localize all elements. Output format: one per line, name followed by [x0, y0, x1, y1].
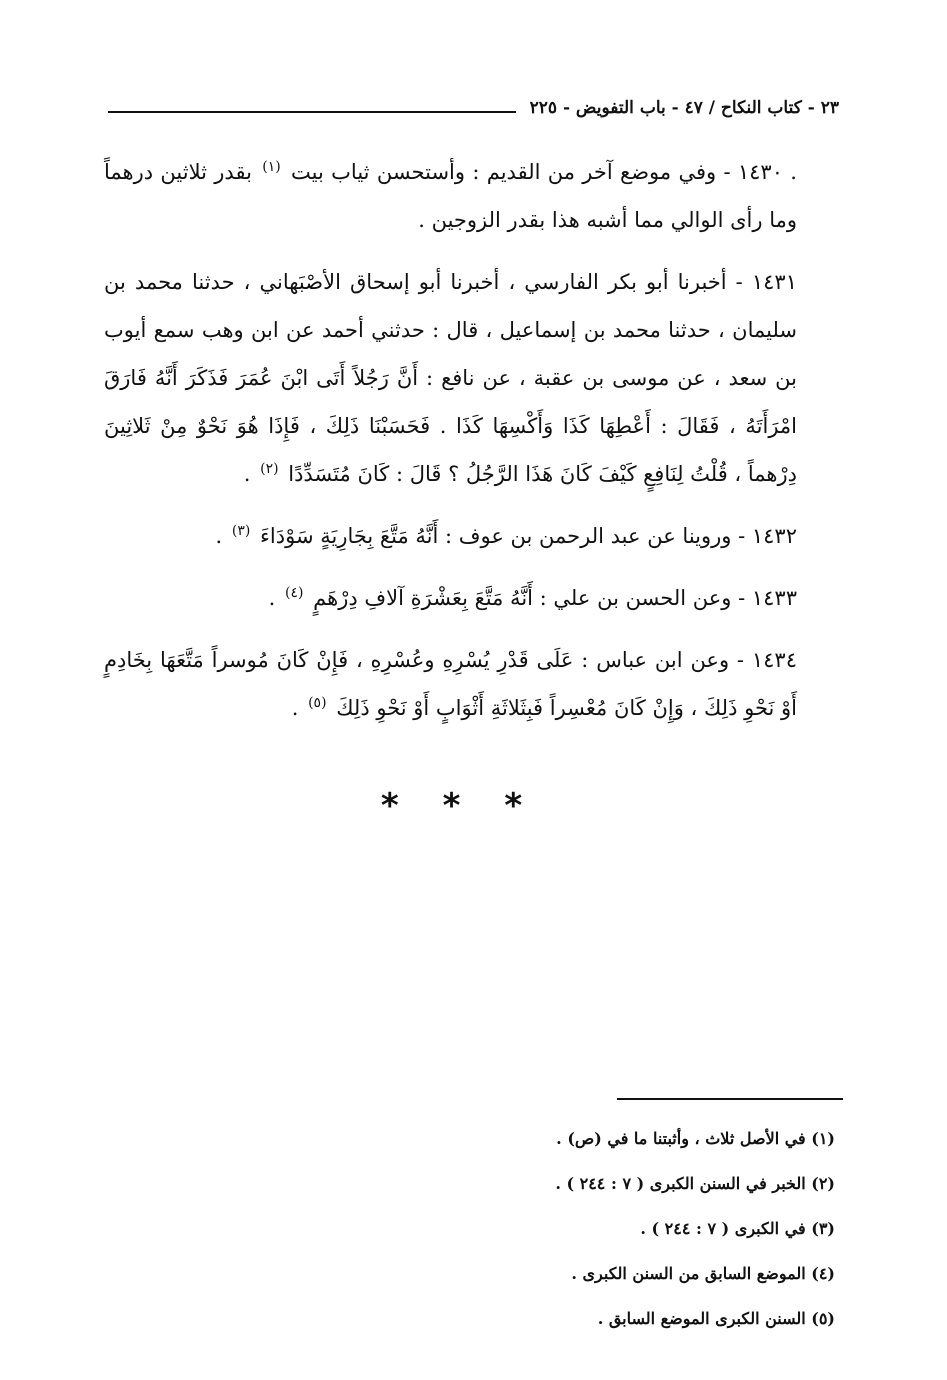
- main-text: [104, 148, 843, 746]
- paragraph-text: ١٤٣٣ - وعن الحسن بن علي : أَنَّهُ مَتَّعَ بِعَشْرَةِ آلافِ دِرْهَمٍ: [313, 586, 797, 610]
- footnote-5: (٥) السنن الكبرى الموضع السابق .: [597, 1309, 835, 1328]
- header-rule: [108, 111, 516, 113]
- footnote-4: (٤) الموضع السابق من السنن الكبرى .: [571, 1264, 835, 1283]
- footnote-reference: (٥): [308, 695, 327, 711]
- paragraph-1433: [104, 574, 843, 622]
- running-header: [108, 92, 839, 124]
- header-title: ٢٣ - كتاب النكاح / ٤٧ - باب التفويض - ٢٢٥: [529, 98, 839, 118]
- footnote-rule: [617, 1098, 843, 1100]
- paragraph-text: .: [215, 524, 223, 548]
- footnote-3: (٣) في الكبرى ( ٧ : ٢٤٤ ) .: [640, 1219, 835, 1238]
- section-separator: [0, 786, 947, 826]
- paragraph-1430: [104, 148, 843, 244]
- paragraph-text: .: [268, 586, 276, 610]
- footnote-2: (٢) الخبر في السنن الكبرى ( ٧ : ٢٤٤ ) .: [555, 1174, 835, 1193]
- paragraph-text: بقدر ثلاثين درهماً وما رأى الوالي مما أشبه هذا بقدر الزوجين .: [104, 160, 797, 232]
- paragraph-text: ١٤٣١ - أخبرنا أبو بكر الفارسي ، أخبرنا أبو إسحاق الأصْبَهاني ، حدثنا محمد بن سليمان ، حدثنا محمد بن إسماعيل ، قال : حدثني أحمد عن ابن وهب سمع أيوب بن سعد ، عن موسى بن عقبة ، عن نافع : أَنَّ رَجُلاً أَتَى ابْنَ عُمَرَ فَذَكَرَ أَنَّهُ فَارَقَ امْرَأَتَهُ ، فَقَالَ : أَعْطِهَا كَذَا وَأَكْسِهَا كَذَا . فَحَسَبْنَا ذَلِكَ ، فَإِذَا هُوَ نَحْوٌ مِنْ ثَلاثِينَ دِرْهماً ، قُلْتُ لِنَافِعٍ كَيْفَ كَانَ هَذَا الرَّجُلُ ؟ قَالَ : كَانَ مُتَسَدِّدًا: [104, 270, 797, 486]
- footnote-reference: (٤): [285, 585, 304, 601]
- asterisk: *: [504, 786, 567, 826]
- paragraph-text: ١٤٣٢ - وروينا عن عبد الرحمن بن عوف : أَنَّهُ مَتَّعَ بِجَارِيَةٍ سَوْدَاءَ: [260, 524, 797, 548]
- asterisk: *: [442, 786, 505, 826]
- paragraph-text: . ١٤٣٠ - وفي موضع آخر من القديم : وأستحسن ثياب بيت: [291, 160, 797, 184]
- paragraph-text: ١٤٣٤ - وعن ابن عباس : عَلَى قَدْرِ يُسْرِهِ وعُسْرِهِ ، فَإِنْ كَانَ مُوسراً مَتَّعَهَا بِخَادِمٍ أَوْ نَحْوِ ذَلِكَ ، وَإِنْ كَانَ مُعْسِراً فَبِثَلاثَةِ أَثْوَابٍ أَوْ نَحْوِ ذَلِكَ: [104, 648, 797, 720]
- footnote-reference: (٢): [260, 461, 279, 477]
- paragraph-1434: [104, 636, 843, 732]
- footnote-reference: (١): [262, 159, 281, 175]
- footnote-1: (١) في الأصل ثلاث ، وأثبتنا ما في (ص) .: [556, 1129, 835, 1148]
- paragraph-1432: [104, 512, 843, 560]
- footnote-reference: (٣): [231, 523, 251, 539]
- paragraph-text: .: [243, 462, 251, 486]
- paragraph-text: .: [291, 696, 299, 720]
- paragraph-1431: [104, 258, 843, 498]
- footnotes: [104, 1116, 835, 1341]
- asterisk: *: [380, 786, 443, 826]
